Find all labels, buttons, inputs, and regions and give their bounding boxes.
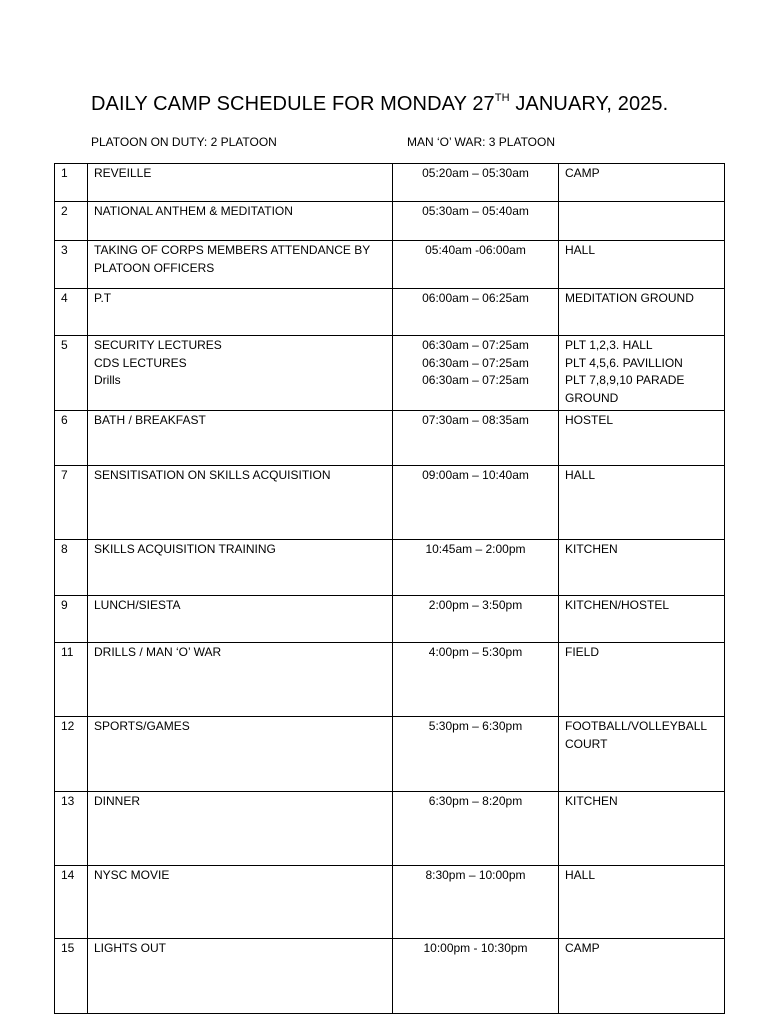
location-cell-text: PLT 7,8,9,10 PARADE <box>565 373 685 387</box>
time-cell <box>393 241 559 289</box>
location-cell-text: KITCHEN <box>565 542 618 556</box>
row-number <box>55 643 88 717</box>
location-cell <box>559 643 725 717</box>
activity-cell <box>88 336 393 411</box>
row-number <box>55 866 88 939</box>
row-number-text: 9 <box>61 598 68 612</box>
row-number <box>55 289 88 336</box>
activity-cell <box>88 643 393 717</box>
row-number-text: 6 <box>61 413 68 427</box>
activity-cell <box>88 792 393 866</box>
row-number-text: 11 <box>61 645 74 659</box>
row-number <box>55 241 88 289</box>
activity-cell <box>88 241 393 289</box>
activity-cell-text: NYSC MOVIE <box>94 868 170 882</box>
title-text: DAILY CAMP SCHEDULE FOR MONDAY 27 <box>91 93 495 115</box>
activity-cell-text: NATIONAL ANTHEM & MEDITATION <box>94 204 293 218</box>
location-cell-text: HALL <box>565 468 596 482</box>
activity-cell-text: LUNCH/SIESTA <box>94 598 181 612</box>
time-cell-text: 06:00am – 06:25am <box>422 291 529 305</box>
title-text-end: JANUARY, 2025. <box>509 93 669 115</box>
table-row <box>55 540 725 596</box>
table-row <box>55 466 725 540</box>
activity-cell <box>88 411 393 466</box>
platoon-on-duty: PLATOON ON DUTY: 2 PLATOON <box>91 135 277 149</box>
table-row <box>55 643 725 717</box>
location-cell-text: GROUND <box>565 390 619 405</box>
row-number <box>55 596 88 643</box>
location-cell-text: HOSTEL <box>565 413 614 427</box>
location-cell-text: FOOTBALL/VOLLEYBALL <box>565 719 708 733</box>
activity-cell <box>88 164 393 202</box>
page-title <box>91 93 668 116</box>
table-row <box>55 411 725 466</box>
activity-cell <box>88 939 393 1014</box>
activity-cell-text: DRILLS / MAN ‘O’ WAR <box>94 645 222 659</box>
time-cell-text: 05:30am – 05:40am <box>422 204 529 218</box>
table-row <box>55 289 725 336</box>
time-cell <box>393 643 559 717</box>
row-number-text: 12 <box>61 719 75 733</box>
location-cell-text: MEDITATION GROUND <box>565 291 694 305</box>
location-cell <box>559 596 725 643</box>
location-cell-text: COURT <box>565 736 608 751</box>
time-cell-text: 6:30pm – 8:20pm <box>428 794 523 808</box>
row-number-text: 2 <box>61 204 68 218</box>
time-cell <box>393 939 559 1014</box>
row-number <box>55 717 88 792</box>
activity-cell-text: SPORTS/GAMES <box>94 719 190 733</box>
activity-cell-text: CDS LECTURES <box>94 355 187 370</box>
activity-cell <box>88 540 393 596</box>
time-cell <box>393 792 559 866</box>
time-cell-text: 07:30am – 08:35am <box>422 413 529 427</box>
time-cell <box>393 202 559 241</box>
activity-cell-text: PLATOON OFFICERS <box>94 260 215 275</box>
row-number-text: 14 <box>61 868 75 882</box>
time-cell-text: 06:30am – 07:25am <box>422 338 529 352</box>
time-cell <box>393 289 559 336</box>
row-number <box>55 411 88 466</box>
activity-cell <box>88 289 393 336</box>
activity-cell <box>88 596 393 643</box>
schedule-table <box>54 163 725 1014</box>
activity-cell-text: LIGHTS OUT <box>94 941 167 955</box>
activity-cell-text: DINNER <box>94 794 141 808</box>
row-number-text: 8 <box>61 542 68 556</box>
time-cell <box>393 411 559 466</box>
row-number-text: 13 <box>61 794 75 808</box>
activity-cell-text: TAKING OF CORPS MEMBERS ATTENDANCE BY <box>94 243 371 257</box>
activity-cell <box>88 866 393 939</box>
man-o-war: MAN ‘O’ WAR: 3 PLATOON <box>407 135 556 149</box>
schedule-body <box>55 164 725 1014</box>
location-cell-text: CAMP <box>565 166 600 180</box>
row-number-text: 3 <box>61 243 68 257</box>
location-cell-text: KITCHEN <box>565 794 618 808</box>
row-number <box>55 336 88 411</box>
row-number-text: 7 <box>61 468 68 482</box>
time-cell-text: 05:20am – 05:30am <box>422 166 529 180</box>
location-cell <box>559 717 725 792</box>
table-row <box>55 792 725 866</box>
time-cell <box>393 540 559 596</box>
time-cell <box>393 336 559 411</box>
table-row <box>55 596 725 643</box>
table-row <box>55 939 725 1014</box>
location-cell-text: PLT 4,5,6. PAVILLION <box>565 355 683 370</box>
location-cell-text: PLT 1,2,3. HALL <box>565 338 653 352</box>
table-row <box>55 336 725 411</box>
location-cell <box>559 466 725 540</box>
time-cell <box>393 466 559 540</box>
time-cell-text: 4:00pm – 5:30pm <box>428 645 523 659</box>
location-cell-text: CAMP <box>565 941 600 955</box>
time-cell-text: 5:30pm – 6:30pm <box>428 719 523 733</box>
time-cell-text: 09:00am – 10:40am <box>422 468 529 482</box>
activity-cell-text: REVEILLE <box>94 166 152 180</box>
time-cell <box>393 866 559 939</box>
table-row <box>55 241 725 289</box>
row-number-text: 15 <box>61 941 75 955</box>
activity-cell-text: SECURITY LECTURES <box>94 338 222 352</box>
title-superscript: TH <box>494 92 510 104</box>
row-number <box>55 939 88 1014</box>
time-cell <box>393 164 559 202</box>
location-cell <box>559 241 725 289</box>
activity-cell-text: P.T <box>94 291 112 305</box>
location-cell <box>559 866 725 939</box>
location-cell <box>559 164 725 202</box>
time-cell-text: 8:30pm – 10:00pm <box>425 868 526 882</box>
location-cell-text: HALL <box>565 243 596 257</box>
row-number-text: 1 <box>61 166 68 180</box>
time-cell <box>393 596 559 643</box>
row-number <box>55 466 88 540</box>
row-number-text: 5 <box>61 338 68 352</box>
time-cell-text: 06:30am – 07:25am <box>422 373 529 387</box>
row-number <box>55 164 88 202</box>
activity-cell <box>88 466 393 540</box>
time-cell-text: 10:00pm - 10:30pm <box>423 941 528 955</box>
location-cell-text: KITCHEN/HOSTEL <box>565 598 670 612</box>
time-cell-text: 2:00pm – 3:50pm <box>428 598 523 612</box>
time-cell-text: 10:45am – 2:00pm <box>425 542 526 556</box>
location-cell <box>559 289 725 336</box>
table-row <box>55 202 725 241</box>
time-cell <box>393 717 559 792</box>
table-row <box>55 717 725 792</box>
row-number <box>55 540 88 596</box>
location-cell-text: FIELD <box>565 645 600 659</box>
location-cell <box>559 939 725 1014</box>
location-cell <box>559 411 725 466</box>
location-cell-text: HALL <box>565 868 596 882</box>
location-cell <box>559 540 725 596</box>
location-cell <box>559 202 725 241</box>
table-row <box>55 164 725 202</box>
activity-cell-text: BATH / BREAKFAST <box>94 413 206 427</box>
table-row <box>55 866 725 939</box>
activity-cell <box>88 717 393 792</box>
time-cell-text: 05:40am -06:00am <box>425 243 526 257</box>
time-cell-text: 06:30am – 07:25am <box>422 355 529 370</box>
row-number <box>55 792 88 866</box>
location-cell <box>559 336 725 411</box>
row-number <box>55 202 88 241</box>
activity-cell-text: SKILLS ACQUISITION TRAINING <box>94 542 276 556</box>
activity-cell-text: SENSITISATION ON SKILLS ACQUISITION <box>94 468 331 482</box>
activity-cell-text: Drills <box>94 373 121 387</box>
location-cell <box>559 792 725 866</box>
row-number-text: 4 <box>61 291 68 305</box>
activity-cell <box>88 202 393 241</box>
